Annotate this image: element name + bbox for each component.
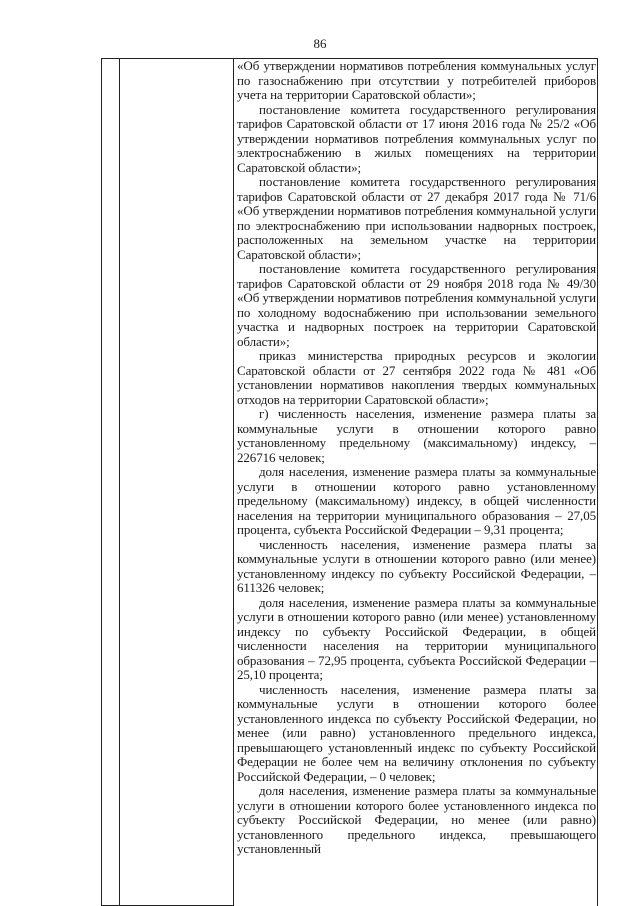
paragraph: численность населения, изменение размера платы за коммунальные услуги в отношении которого равно (или менее) установленному индексу по субъекту Российской Федерации, – 611326 человек; (237, 536, 596, 595)
paragraph: г) численность населения, изменение размера платы за коммунальные услуги в отношении которого равно установленному предельному (максимальному) индексу, – 226716 человек; (237, 406, 596, 465)
paragraph: приказ министерства природных ресурсов и экологии Саратовской области от 27 сентября 2022 года № 481 «Об установлении нормативов накопления твердых коммунальных отходов на территории Саратовской области»; (237, 348, 596, 407)
paragraph: численность населения, изменение размера платы за коммунальные услуги в отношении которого более установленного индекса по субъекту Российской Федерации, но менее (или равно) установленного предельного индекса, превышающего установленный индекс по субъекту Российской Федерации не более чем на величину отклонения по субъекту Российской Федерации, – 0 человек; (237, 681, 596, 784)
paragraph: доля населения, изменение размера платы за коммунальные услуги в отношении которого более установленного индекса по субъекту Российской Федерации, но менее (или равно) установленного предельного индекса, превышающего установленный (237, 783, 596, 856)
paragraph: постановление комитета государственного регулирования тарифов Саратовской области от 17 июня 2016 года № 25/2 «Об утверждении нормативов потребления коммунальных услуг по электроснабжению в жилых помещениях на территории Саратовской области»; (237, 101, 596, 175)
paragraph: доля населения, изменение размера платы за коммунальные услуги в отношении которого равно (или менее) установленному индексу по субъекту Российской Федерации, в общей численности населения на территории муниципального образования – 72,95 процента, субъекта Российской Федерации – 25,10 процента; (237, 594, 596, 682)
page-number: 86 (313, 36, 327, 51)
paragraph: «Об утверждении нормативов потребления коммунальных услуг по газоснабжению при отсутствии у потребителей приборов учета на территории Саратовской области»; (237, 58, 596, 102)
table-row (102, 59, 598, 906)
document-table (101, 58, 598, 906)
text-column-cell (234, 59, 598, 906)
paragraph: постановление комитета государственного регулирования тарифов Саратовской области от 27 декабря 2017 года № 71/6 «Об утверждении нормативов потребления коммунальной услуги по электроснабжению при использовании надворных построек, расположенных на земельном участке на территории Саратовской области»; (237, 174, 596, 262)
name-column-cell (120, 59, 234, 906)
paragraph: постановление комитета государственного регулирования тарифов Саратовской области от 29 ноября 2018 года № 49/30 «Об утверждении нормативов потребления коммунальной услуги по холодному водоснабжению при использовании земельного участка и надворных построек на территории Саратовской области»; (237, 261, 596, 349)
paragraph: доля населения, изменение размера платы за коммунальные услуги в отношении которого равно установленному предельному (максимальному) индексу, в общей численности населения на территории муниципального образования – 27,05 процента, субъекта Российской Федерации – 9,31 процента; (237, 464, 596, 537)
number-column-cell (102, 59, 120, 906)
